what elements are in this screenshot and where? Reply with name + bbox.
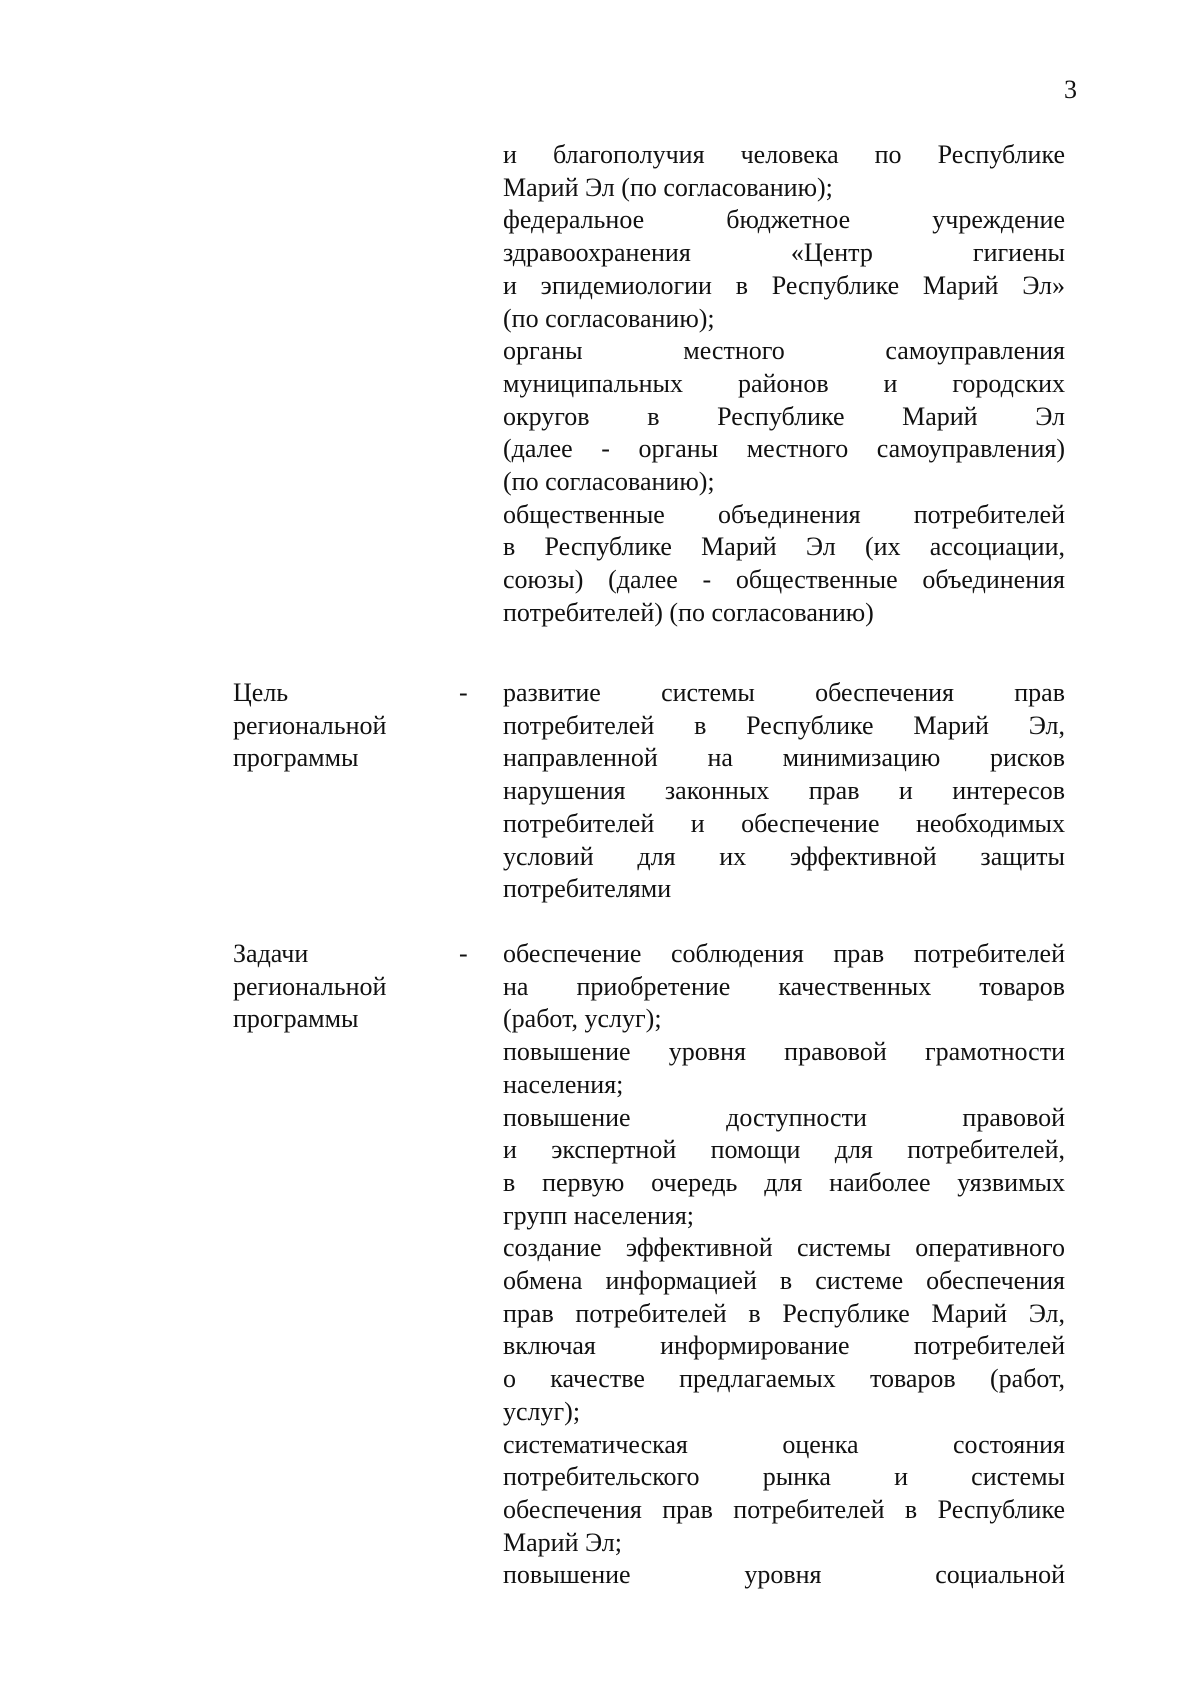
label-line: Цель	[233, 678, 289, 707]
goal-text	[503, 677, 1065, 906]
text-line: повышение доступности правовой	[503, 1102, 1065, 1132]
text-line: общественные объединения потребителей	[503, 499, 1065, 529]
text-line: повышение уровня правовой грамотности	[503, 1037, 1065, 1067]
text-line: Марий Эл (по согласованию);	[503, 172, 833, 202]
text-line: развитие системы обеспечения прав	[503, 678, 1065, 707]
text-line: (работ, услуг);	[503, 1004, 662, 1034]
text-line: (далее - органы местного самоуправления)	[503, 434, 1065, 464]
text-line: округов в Республике Марий Эл	[503, 401, 1065, 431]
text-line: обеспечение соблюдения прав потребителей	[503, 939, 1065, 968]
text-line: в первую очередь для наиболее уязвимых	[503, 1167, 1065, 1197]
tasks-text	[503, 938, 1065, 1592]
text-line: обеспечения прав потребителей в Республике	[503, 1494, 1065, 1524]
text-line: муниципальных районов и городских	[503, 368, 1065, 398]
text-line: потребителей и обеспечение необходимых	[503, 808, 1065, 838]
tasks-label	[233, 938, 433, 1036]
goal-label	[233, 677, 433, 775]
text-line: Марий Эл;	[503, 1527, 623, 1557]
tasks-dash: -	[459, 939, 468, 968]
text-line: союзы) (далее - общественные объединения	[503, 565, 1065, 595]
text-line: и экспертной помощи для потребителей,	[503, 1135, 1065, 1165]
text-line: потребителей в Республике Марий Эл,	[503, 710, 1065, 740]
text-line: услуг);	[503, 1396, 581, 1426]
top-block	[503, 139, 1065, 630]
text-line: здравоохранения «Центр гигиены	[503, 238, 1065, 268]
text-line: включая информирование потребителей	[503, 1331, 1065, 1361]
page-number: 3	[1064, 75, 1077, 104]
text-line: и эпидемиологии в Республике Марий Эл»	[503, 270, 1065, 300]
label-line: региональной	[233, 971, 387, 1001]
text-line: (по согласованию);	[503, 467, 715, 497]
label-line: программы	[233, 743, 359, 773]
text-line: федеральное бюджетное учреждение	[503, 205, 1065, 235]
text-line: нарушения законных прав и интересов	[503, 776, 1065, 806]
text-line: о качестве предлагаемых товаров (работ,	[503, 1364, 1065, 1394]
label-line: региональной	[233, 710, 387, 740]
text-line: прав потребителей в Республике Марий Эл,	[503, 1298, 1065, 1328]
goal-dash: -	[459, 678, 468, 707]
text-line: повышение уровня социальной	[503, 1560, 1065, 1590]
text-line: органы местного самоуправления	[503, 336, 1065, 366]
text-line: потребительского рынка и системы	[503, 1462, 1065, 1492]
text-line: условий для их эффективной защиты	[503, 841, 1065, 871]
text-line: населения;	[503, 1069, 624, 1099]
text-line: потребителями	[503, 874, 672, 904]
text-line: на приобретение качественных товаров	[503, 971, 1065, 1001]
text-line: и благополучия человека по Республике	[503, 140, 1065, 169]
text-line: потребителей) (по согласованию)	[503, 597, 874, 627]
text-line: групп населения;	[503, 1200, 695, 1230]
text-line: направленной на минимизацию рисков	[503, 743, 1065, 773]
text-line: обмена информацией в системе обеспечения	[503, 1266, 1065, 1296]
text-line: в Республике Марий Эл (их ассоциации,	[503, 532, 1065, 562]
text-line: систематическая оценка состояния	[503, 1429, 1065, 1459]
label-line: программы	[233, 1004, 359, 1034]
text-line: (по согласованию);	[503, 303, 715, 333]
text-line: создание эффективной системы оперативного	[503, 1233, 1065, 1263]
label-line: Задачи	[233, 939, 309, 968]
